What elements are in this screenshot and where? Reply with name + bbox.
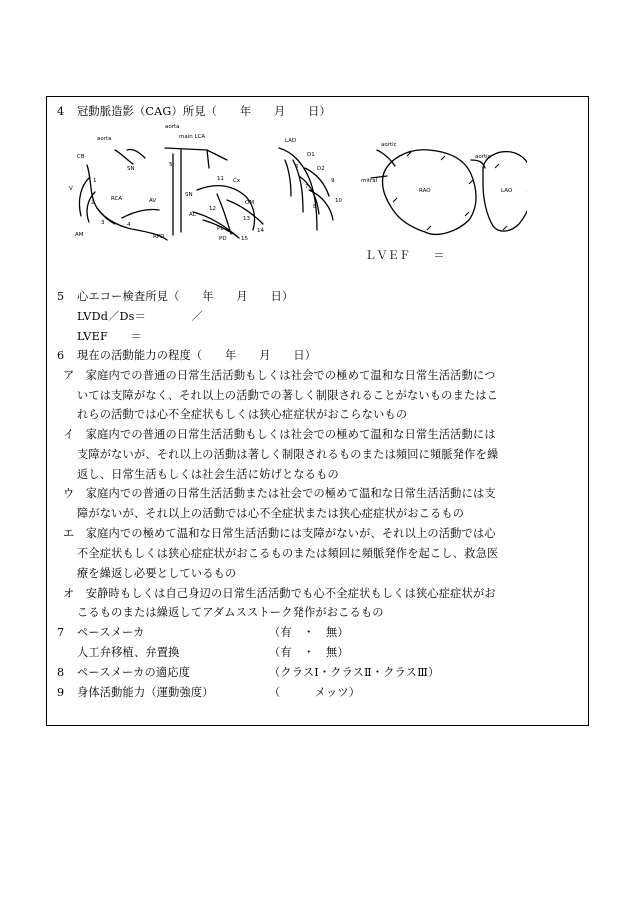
option-d-line3: 療を繰返し必要としているもの <box>77 567 237 580</box>
pacemaker-indication-label: ペースメーカの適応度 <box>77 666 191 679</box>
section6-number: 6 <box>57 349 65 362</box>
section5-title: 心エコー検査所見（ 年 月 日） <box>77 290 294 303</box>
pacemaker-indication-value: （クラスⅠ・クラスⅡ・クラスⅢ） <box>269 666 440 679</box>
lvdd-ds-field: LVDd／Ds＝ ／ <box>77 310 203 323</box>
valve-replacement-label: 人工弁移植、弁置換 <box>77 646 180 659</box>
section5-number: 5 <box>57 290 65 303</box>
label-main-lca: main LCA <box>179 134 206 140</box>
label-pl: PL <box>217 226 224 232</box>
option-a-line2: いては支障がなく、それ以上の活動での著しく制限されることがないものまたはこ <box>77 389 499 402</box>
seg-10: 10 <box>335 198 342 204</box>
label-pd: PD <box>219 236 227 242</box>
label-mitral: mitral <box>361 178 378 184</box>
valve-replacement-value: （有 ・ 無） <box>269 646 349 659</box>
label-aortic-rao: aortic <box>381 142 397 148</box>
seg-7: 7 <box>305 184 309 190</box>
pacemaker-label: ペースメーカ <box>77 626 145 639</box>
option-a-line3: れらの活動では心不全症状もしくは狭心症症状がおこらないもの <box>77 408 408 421</box>
label-lao: LAO <box>501 188 513 194</box>
label-d1: D1 <box>307 152 315 158</box>
option-c-line1: ウ 家庭内での普通の日常生活活動または社会での極めて温和な日常生活活動には支 <box>63 487 496 500</box>
coronary-angiography-sketch <box>67 120 527 242</box>
label-v: V <box>69 186 73 192</box>
label-rao: RAO <box>419 188 431 194</box>
option-d-line2: 不全症状もしくは狭心症症状がおこるものまたは頻回に頻脈発作を起こし、救急医 <box>77 547 499 560</box>
seg-2: 2 <box>91 200 95 206</box>
option-b-line3: 返し、日常生活もしくは社会生活に妨げとなるもの <box>77 468 339 481</box>
coronary-diagram <box>67 120 527 242</box>
seg-13: 13 <box>243 216 250 222</box>
form-frame <box>46 96 589 726</box>
label-sn2: SN <box>185 192 193 198</box>
label-av: AV <box>149 198 157 204</box>
option-b-line1: イ 家庭内での普通の日常生活活動もしくは社会での極めて温和な日常生活活動には <box>63 428 496 441</box>
label-om: OM <box>245 200 255 206</box>
label-d2: D2 <box>317 166 325 172</box>
label-cb: CB <box>77 154 85 160</box>
label-aortic-lao: aortic <box>475 154 491 160</box>
echo-lvef-field: LVEF ＝ <box>77 330 143 343</box>
label-am: AM <box>75 232 84 238</box>
label-cx: Cx <box>233 178 241 184</box>
option-d-line1: エ 家庭内での極めて温和な日常生活活動には支障がないが、それ以上の活動では心 <box>63 527 496 540</box>
seg-8: 8 <box>313 204 317 210</box>
section8-number: 8 <box>57 666 65 679</box>
seg-1: 1 <box>93 178 97 184</box>
seg-9: 9 <box>331 178 335 184</box>
section6-title: 現在の活動能力の程度（ 年 月 日） <box>77 349 317 362</box>
seg-14: 14 <box>257 228 264 234</box>
seg-5: 5 <box>169 162 173 168</box>
label-rpd: RPD <box>153 234 165 240</box>
option-e-line2: こるものまたは繰返してアダムスストーク発作がおこるもの <box>77 606 384 619</box>
seg-6: 6 <box>295 164 299 170</box>
section9-number: 9 <box>57 686 65 699</box>
seg-15: 15 <box>241 236 248 242</box>
option-e-line1: オ 安静時もしくは自己身辺の日常生活活動でも心不全症状もしくは狭心症症状がお <box>63 587 496 600</box>
option-a-line1: ア 家庭内での普通の日常生活活動もしくは社会での極めて温和な日常生活活動につ <box>63 369 496 382</box>
section7-number: 7 <box>57 626 65 639</box>
pacemaker-value: （有 ・ 無） <box>269 626 349 639</box>
section4-title: 冠動脈造影（CAG）所見（ 年 月 日） <box>77 105 331 118</box>
seg-4: 4 <box>127 222 131 228</box>
label-sn: SN <box>127 166 135 172</box>
section4-lvef: ＬＶＥＦ ＝ <box>365 249 445 262</box>
option-b-line2: 支障がないが、それ以上の活動は著しく制限されるものまたは頻回に頻脈発作を繰 <box>77 448 499 461</box>
option-c-line2: 障がないが、それ以上の活動では心不全症状または狭心症症状がおこるもの <box>77 507 465 520</box>
seg-12: 12 <box>209 206 216 212</box>
label-aorta: aorta <box>165 124 180 130</box>
physical-capacity-value: （ メッツ） <box>269 686 361 699</box>
label-lad: LAD <box>285 138 297 144</box>
seg-11: 11 <box>217 176 224 182</box>
label-rca: RCA <box>111 196 123 202</box>
physical-capacity-label: 身体活動能力（運動強度） <box>77 686 214 699</box>
label-ac: AC <box>189 212 197 218</box>
seg-3: 3 <box>101 220 105 226</box>
label-aorta-rao: aorta <box>97 136 112 142</box>
section4-number: 4 <box>57 105 65 118</box>
